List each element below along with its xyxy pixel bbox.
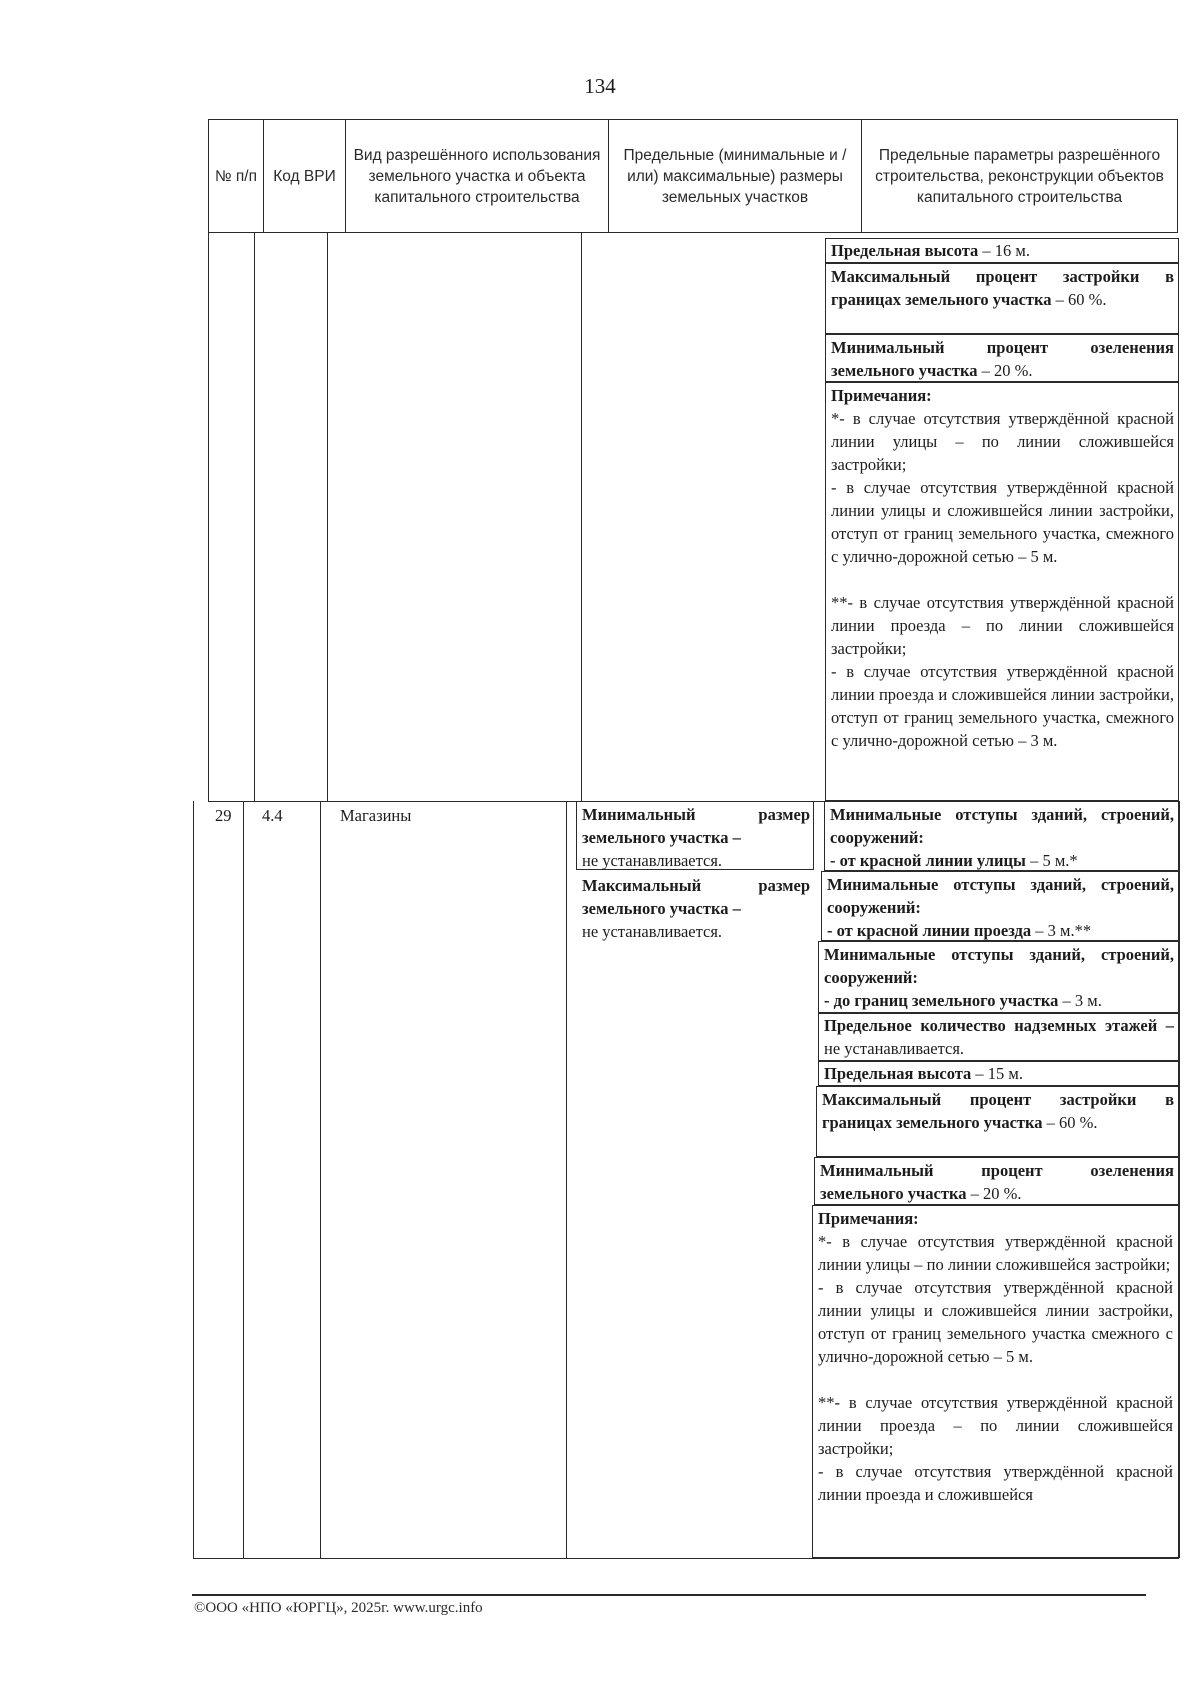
row29-setback2-sub: - от красной линии проезда xyxy=(827,921,1032,940)
cont-notes-title: Примечания: xyxy=(831,386,932,405)
col-line-2 xyxy=(254,233,255,801)
row29-setback3-sub: - до границ земельного участка xyxy=(824,991,1059,1010)
cont-green-label: Минимальный процент озеленения земельного участка xyxy=(831,338,1174,380)
col-line-3 xyxy=(327,233,328,801)
row29-bottom-line xyxy=(193,1558,1179,1559)
row29-line-left xyxy=(193,801,194,1558)
row29-line-3 xyxy=(320,801,321,1558)
row29-setback1-value: – 5 м.* xyxy=(1025,851,1078,870)
row29-min-size-text xyxy=(582,803,810,872)
cont-green-text xyxy=(831,336,1174,382)
row29-coverage-label: Максимальный процент застройки в границах земельного участка xyxy=(822,1090,1174,1132)
row29-floors-text xyxy=(824,1014,1174,1060)
header-size: Предельные (минимальные и /или) максимальные) размеры земельных участков xyxy=(609,120,862,233)
row29-vid: Магазины xyxy=(340,806,412,825)
cont-height-value: – 16 м. xyxy=(978,241,1030,260)
footer-copyright: ©ООО «НПО «ЮРГЦ», 2025г. www.urgc.info xyxy=(194,1600,483,1616)
cont-height-label: Предельная высота xyxy=(831,241,979,260)
row29-height-label: Предельная высота xyxy=(824,1064,972,1083)
row29-max-size-value: не устанавливается. xyxy=(582,922,723,941)
cont-coverage-value: – 60 %. xyxy=(1051,290,1107,309)
row29-setback1-text xyxy=(830,803,1174,872)
cont-note-1: *- в случае отсутствия утверждённой красной линии улицы – по линии сложившейся застройки; xyxy=(831,409,1174,474)
row29-height-value: – 15 м. xyxy=(971,1064,1023,1083)
row29-note-2: - в случае отсутствия утверждённой красной линии улицы и сложившейся линии застройки, отступ от границ земельного участка смежного с улично-дорожной сетью – 5 м. xyxy=(818,1278,1173,1366)
cont-notes-text xyxy=(831,384,1174,752)
page-number: 134 xyxy=(584,74,616,98)
row29-note-1: *- в случае отсутствия утверждённой красной линии улицы – по линии сложившейся застройки; xyxy=(818,1232,1173,1274)
row29-line-2 xyxy=(243,801,244,1558)
row29-green-label: Минимальный процент озеленения земельного участка xyxy=(820,1161,1174,1203)
header-code: Код ВРИ xyxy=(264,120,346,233)
col-line-1 xyxy=(208,233,209,801)
row29-code: 4.4 xyxy=(262,806,283,825)
row29-note-4: - в случае отсутствия утверждённой красной линии проезда и сложившейся xyxy=(818,1462,1173,1504)
row29-floors-label: Предельное количество надземных этажей – xyxy=(824,1016,1174,1035)
table-header xyxy=(208,119,1178,233)
cont-green-value: – 20 %. xyxy=(977,361,1033,380)
cont-coverage-label: Максимальный процент застройки в границах земельного участка xyxy=(831,267,1174,309)
row29-setback3-label: Минимальные отступы зданий, строений, сооружений: xyxy=(824,945,1174,987)
header-params: Предельные параметры разрешённого строительства, реконструкции объектов капитального строительства xyxy=(862,120,1178,233)
row29-setback2-text xyxy=(827,873,1174,942)
cont-note-2: - в случае отсутствия утверждённой красной линии улицы и сложившейся линии застройки, отступ от границ земельного участка, смежного с улично-дорожной сетью – 5 м. xyxy=(831,478,1174,566)
row29-setback2-label: Минимальные отступы зданий, строений, сооружений: xyxy=(827,875,1174,917)
row29-setback3-value: – 3 м. xyxy=(1058,991,1102,1010)
cont-note-4: - в случае отсутствия утверждённой красной линии проезда и сложившейся линии застройки, отступ от границ земельного участка, смежного с улично-дорожной сетью – 3 м. xyxy=(831,662,1174,750)
col-line-4 xyxy=(581,233,582,801)
row29-min-size-label: Минимальный размер земельного участка – xyxy=(582,805,810,847)
row29-max-size-label: Максимальный размер земельного участка – xyxy=(582,876,810,918)
row29-min-size-value: не устанавливается. xyxy=(582,851,723,870)
cont-height-text xyxy=(831,239,1174,262)
row29-coverage-text xyxy=(822,1088,1174,1134)
row29-setback2-value: – 3 м.** xyxy=(1031,921,1092,940)
row29-green-value: – 20 %. xyxy=(966,1184,1022,1203)
row29-notes-title: Примечания: xyxy=(818,1209,919,1228)
row29-max-size-text xyxy=(582,874,810,943)
header-vid: Вид разрешённого использования земельного участка и объекта капитального строительства xyxy=(346,120,609,233)
row29-setback3-text xyxy=(824,943,1174,1012)
row29-num: 29 xyxy=(215,806,232,825)
row29-coverage-value: – 60 %. xyxy=(1042,1113,1098,1132)
row29-setback1-label: Минимальные отступы зданий, строений, сооружений: xyxy=(830,805,1174,847)
row29-floors-value: не устанавливается. xyxy=(824,1039,965,1058)
header-num: № п/п xyxy=(209,120,264,233)
row29-setback1-sub: - от красной линии улицы xyxy=(830,851,1026,870)
row29-note-3: **- в случае отсутствия утверждённой красной линии проезда – по линии сложившейся застройки; xyxy=(818,1393,1173,1458)
row29-notes-text xyxy=(818,1207,1173,1506)
cont-coverage-text xyxy=(831,265,1174,311)
footer-rule xyxy=(192,1594,1146,1596)
cont-note-3: **- в случае отсутствия утверждённой красной линии проезда – по линии сложившейся застройки; xyxy=(831,593,1174,658)
row29-line-right xyxy=(1179,801,1180,1558)
row29-line-4 xyxy=(566,801,567,1558)
row29-height-text xyxy=(824,1062,1174,1085)
row29-green-text xyxy=(820,1159,1174,1205)
